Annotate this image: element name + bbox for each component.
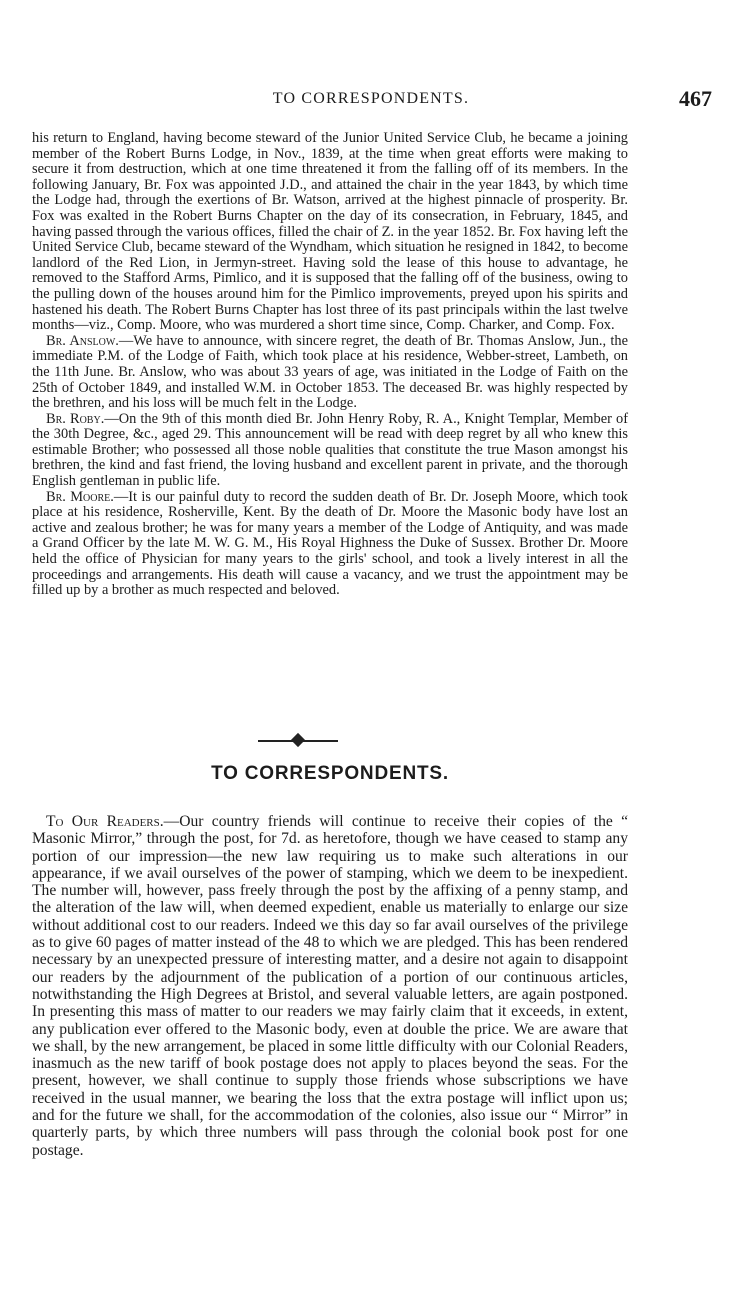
- obituary-roby: [32, 412, 628, 490]
- obituary-moore: [32, 490, 628, 599]
- obituary-anslow-text: —We have to announce, with sincere regret, the death of Br. Thomas Anslow, Jun., the immediate P.M. of the Lodge of Faith, which took place at his residence, Webber-street, Lambeth, on the 11th June. Br. Anslow, who was about 33 years of age, was initiated in the Lodge of Faith on the 25th of October 1849, and installed W.M. in October 1853. The deceased Br. was highly respected by the brethren, and his loss will be much felt in the Lodge.: [32, 332, 628, 412]
- readers-notice-lead: To Our Readers.: [46, 813, 164, 830]
- obituary-moore-text: —It is our painful duty to record the sudden death of Br. Dr. Joseph Moore, which took place at his residence, Rosherville, Kent. By the death of Dr. Moore the Masonic body have lost an active and zealous brother; he was for many years a member of the Lodge of Antiquity, and was made a Grand Officer by the late M. W. G. M., His Royal Highness the Duke of Sussex. Brother Dr. Moore held the office of Physician for many years to the girls' school, and took a lively interest in all the proceedings and arrangements. His death will cause a vacancy, and we trust the appointment may be filled up by a brother as much respected and beloved.: [32, 488, 628, 599]
- obituary-column: [32, 131, 628, 599]
- obituary-anslow-name: Br. Anslow.: [46, 332, 119, 349]
- readers-notice-text: —Our country friends will continue to receive their copies of the “ Masonic Mirror,” through the post, for 7d. as heretofore, though we have ceased to stamp any portion of our impression—the new law requiring us to make such alterations in our appearance, if we avail ourselves of the power of stamping, which we deem to be inexpedient. The number will, however, pass freely through the post by the affixing of a penny stamp, and the alteration of the law will, when deemed expedient, enable us materially to enlarge our size without additional cost to our readers. Indeed we this day so far avail ourselves of the privilege as to give 60 pages of matter instead of the 48 to which we are pledged. This has been rendered necessary by an unexpected pressure of interesting matter, and a desire not again to disappoint our readers by the adjournment of the publication of a portion of our continuous articles, notwithstanding the High Degrees at Bristol, and several valuable letters, are again postponed. In presenting this mass of matter to our readers we may fairly claim that it exceeds, in extent, any publication ever offered to the Masonic body, even at double the price. We are aware that we shall, by the new arrangement, be placed in some little difficulty with our Colonial Readers, inasmuch as the new tariff of book postage does not apply to places beyond the seas. For the present, however, we shall continue to supply those friends whose subscriptions we have received in the usual manner, we bearing the loss that the extra postage will inflict upon us; and for the future we shall, for the accommodation of the colonies, also issue our “ Mirror” in quarterly parts, by which three numbers will pass through the colonial book post for one postage.: [32, 813, 628, 1159]
- obituary-moore-name: Br. Moore.: [46, 488, 114, 505]
- readers-notice-paragraph: [32, 813, 628, 1159]
- obituary-roby-text: —On the 9th of this month died Br. John Henry Roby, R. A., Knight Templar, Member of the 30th Degree, &c., aged 29. This announcement will be read with deep regret by all who knew this estimable Brother; who possessed all those noble qualities that constitute the true Mason amongst his brethren, the kind and fast friend, the loving husband and excellent parent in private, and the thorough English gentleman in public life.: [32, 410, 628, 490]
- page-number: 467: [679, 86, 712, 111]
- running-title: TO CORRESPONDENTS.: [272, 90, 470, 107]
- obituary-roby-name: Br. Roby.: [46, 410, 105, 427]
- section-divider: [258, 736, 338, 746]
- running-header: [30, 86, 712, 112]
- obituary-fox-text: his return to England, having become steward of the Junior United Service Club, he became a joining member of the Robert Burns Lodge, in Nov., 1839, at the time when great efforts were making to secure it from destruction, which at one time threatened it from the falling off of its members. In the following January, Br. Fox was appointed J.D., and attained the chair in the year 1843, by which time the Lodge had, through the exertions of Br. Watson, arrived at the highest pinnacle of prosperity. Br. Fox was exalted in the Robert Burns Chapter on the day of its consecration, in February, 1845, and having passed through the various offices, filled the chair of Z. in the year 1852. Br. Fox having left the United Service Club, became steward of the Wyndham, which situation he resigned in 1842, to become landlord of the Red Lion, in Jermyn-street. Having sold the lease of this house to advantage, he removed to the Stafford Arms, Pimlico, and it is supposed that the falling off of the business, owing to the pulling down of the houses around him for the Pimlico improvements, preyed upon his spirits and hastened his death. The Robert Burns Chapter has lost three of its past principals within the last twelve months—viz., Comp. Moore, who was murdered a short time since, Comp. Charker, and Comp. Fox.: [32, 130, 628, 334]
- section-heading: TO CORRESPONDENTS.: [211, 763, 449, 784]
- obituary-fox: [32, 131, 628, 334]
- divider-ornament-icon: [291, 733, 305, 747]
- readers-notice: [32, 813, 628, 1159]
- obituary-anslow: [32, 334, 628, 412]
